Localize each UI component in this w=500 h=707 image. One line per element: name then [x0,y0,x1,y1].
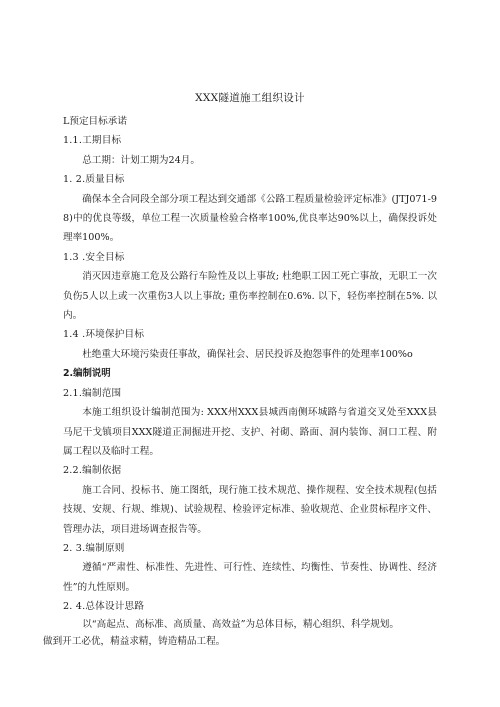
section-1-3-heading: 1.3 .安全目标 [63,251,125,263]
section-2-3-heading: 2. 3.编制原则 [63,542,125,554]
section-2-1-text: 本施工组织设计编制范围为: XXX州XXX县城西南侧环城路与省道交叉处至XXX县马尼干戈镇项目XXX隧道正洞掘进开挖、支护、衬砌、路面、洞内装饰、洞口工程、附属工程以及临时工程。 [63,407,437,457]
section-1-1-text: 总工期：计划工期为24月。 [82,154,200,166]
section-1-4-heading: 1.4 .环境保护目标 [63,329,145,341]
section-2-4-heading: 2. 4.总体设计思路 [63,601,145,613]
document-title: XXX隧道施工组织设计 [195,92,305,104]
section-2-2-heading: 2.2.编制依据 [63,465,122,477]
section-1-3-text: 消灭因违章施工危及公路行车险性及以上事故; 杜绝职工因工死亡事故，无职工一次负伤5人以上或一次重伤3人以上事故; 重伤率控制在0.6%. 以下，轻伤率控制在5%. 以内。 [63,271,437,322]
section-1-2-text: 确保本全合同段全部分项工程达到交通部《公路工程质量检验评定标准》(JTJ071-98)中的优良等级，单位工程一次质量检验合格率100%,优良率达90%以上，确保投诉处理率100%。 [63,193,437,244]
section-1-heading: L预定目标承诺 [63,116,127,127]
section-1-4-text: 杜绝重大环境污染责任事故，确保社会、居民投诉及抱怨事件的处理率100%o [82,348,413,360]
section-2-4-text-1: 以“高起点、高标准、高质量、高效益”为总体目标，精心组织、科学规划。 [82,618,399,630]
section-1-2-heading: 1. 2.质量目标 [63,174,125,186]
section-2-heading: 2.编制说明 [63,368,111,380]
document-body [43,112,437,651]
section-2-3-text: 遵循“严肃性、标准性、先进性、可行性、连续性、均衡性、节奏性、协调性、经济性”的九性原则。 [63,562,437,593]
section-1-1-heading: 1.1.工期目标 [63,135,122,147]
section-2-1-heading: 2.1.编制范围 [63,387,122,399]
section-2-4-text-2: 做到开工必优，精益求精，铸造精品工程。 [43,635,226,647]
section-2-2-text: 施工合同、投标书、施工图纸，现行施工技术规范、操作规程、安全技术规程(包括技规、安规、行规、维规)、试验规程、检验评定标准、验收规范、企业贯标程序文件、管理办法，项目进场调查报告等。 [63,484,437,535]
